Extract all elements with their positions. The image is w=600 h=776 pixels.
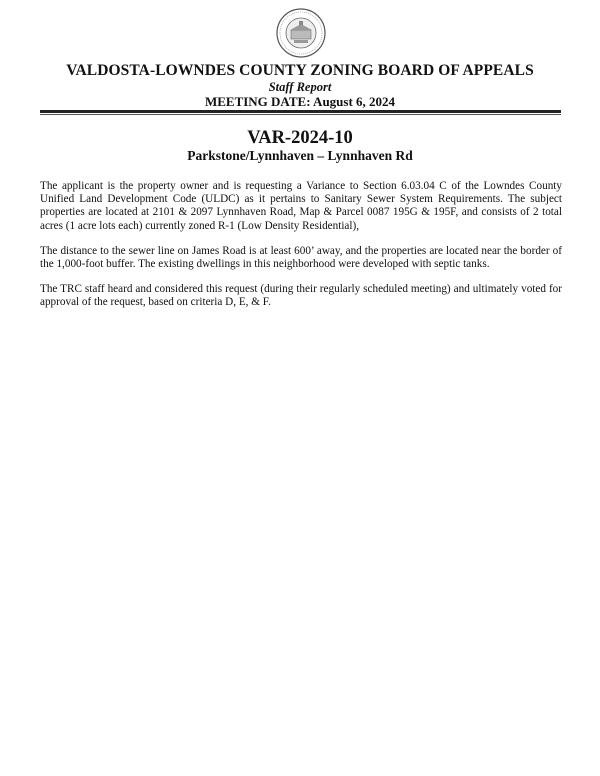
- county-seal-icon: [276, 8, 326, 58]
- paragraph-request: The applicant is the property owner and is requesting a Variance to Section 6.03.04 C of the Lowndes County Unified Land Development Code (ULDC) as it pertains to Sanitary Sewer System Requirements. The subject properties are located at 2101 & 2097 Lynnhaven Road, Map & Parcel 0087 195G & 195F, and consists of 2 total acres (1 acre lots each) currently zoned R-1 (Low Density Residential),: [40, 180, 562, 232]
- case-name: Parkstone/Lynnhaven – Lynnhaven Rd: [187, 148, 413, 163]
- paragraph-trc-recommendation: The TRC staff heard and considered this request (during their regularly scheduled meeting) and ultimately voted for approval of the request, based on criteria D, E, & F.: [40, 283, 562, 309]
- report-header: [0, 62, 600, 109]
- paragraph-sewer-distance: The distance to the sewer line on James Road is at least 600’ away, and the properties are located near the border of the 1,000-foot buffer. The existing dwellings in this neighborhood were developed with septic tanks.: [40, 244, 562, 271]
- report-body: [40, 180, 562, 322]
- organization-title: VALDOSTA-LOWNDES COUNTY ZONING BOARD OF APPEALS: [66, 62, 534, 79]
- case-heading: [0, 128, 600, 164]
- header-divider: [40, 110, 561, 115]
- report-subtitle: Staff Report: [268, 80, 332, 94]
- meeting-date: MEETING DATE: August 6, 2024: [204, 94, 396, 109]
- case-number: VAR-2024-10: [247, 128, 353, 148]
